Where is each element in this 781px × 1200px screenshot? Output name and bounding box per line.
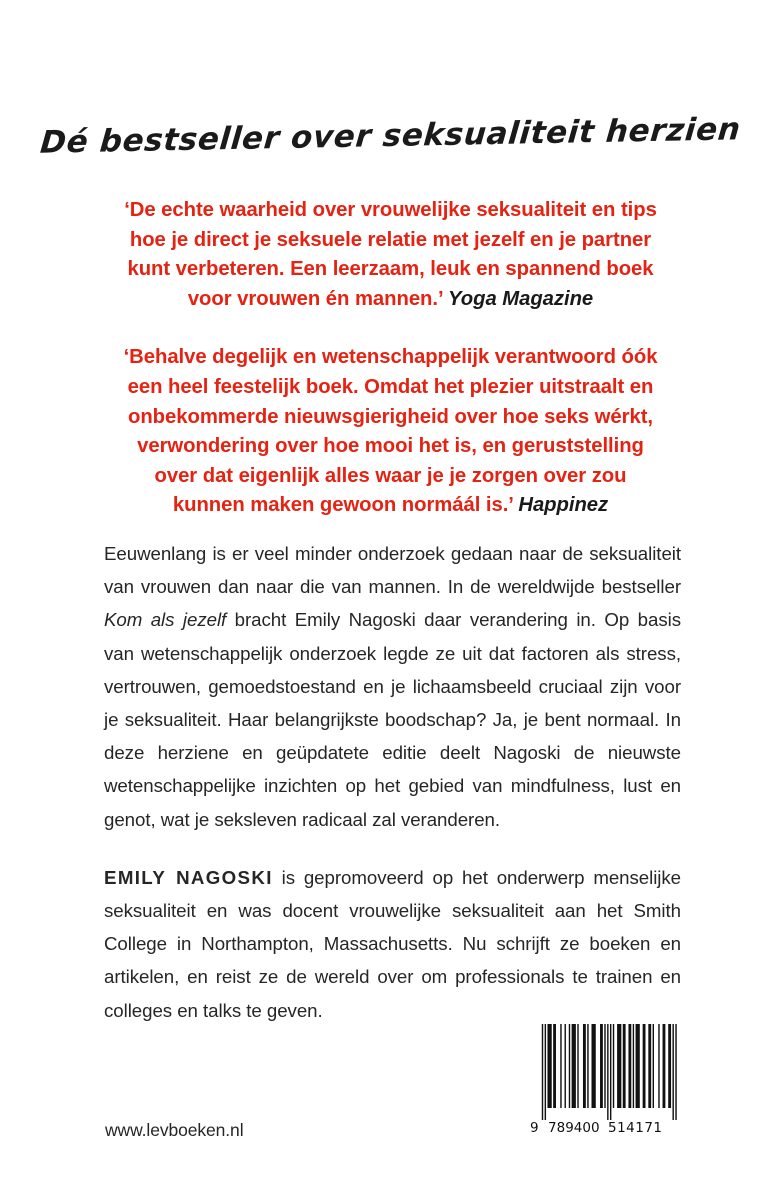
barcode-digit: 9: [565, 1120, 574, 1136]
author-name: EMILY NAGOSKI: [104, 866, 273, 888]
barcode-digit: 4: [626, 1120, 635, 1136]
publisher-website[interactable]: www.levboeken.nl: [105, 1120, 244, 1140]
barcode-left-group: [541, 1119, 603, 1137]
barcode-right-group: [603, 1119, 665, 1137]
isbn-barcode: [529, 1024, 681, 1137]
page-title: Dé bestseller over seksualiteit herzien: [38, 111, 743, 161]
review-quotes: [118, 196, 663, 521]
barcode-digit: 5: [608, 1120, 617, 1136]
barcode-digit: 1: [617, 1120, 626, 1136]
author-bio-text: is gepromoveerd op het onderwerp menselijke seksualiteit en was docent vrouwelijke seksualiteit aan het Smith College in Northampton, Massachusetts. Nu schrijft ze boeken en artikelen, en reist ze de wereld over om professionals te trainen en colleges en talks te geven.: [104, 866, 681, 1021]
barcode-digit: 7: [644, 1120, 653, 1136]
review-quote-source: Yoga Magazine: [448, 287, 594, 310]
barcode-digit: 4: [573, 1120, 583, 1136]
body-copy: [104, 537, 681, 1027]
barcode-digit: 1: [653, 1120, 662, 1136]
barcode-bars-icon: [529, 1024, 681, 1120]
barcode-digits: [529, 1119, 681, 1137]
referenced-book-title: Kom als jezelf: [104, 609, 227, 631]
barcode-digit: 1: [635, 1120, 644, 1136]
blurb-paragraph: [104, 537, 681, 836]
barcode-digit: 7: [548, 1120, 557, 1136]
blurb-text-part-2: bracht Emily Nagoski daar verandering in. Op basis van wetenschappelijk onderzoek legde ze uit dat factoren als stress, vertrouwen, gemoedstoestand en je lichaamsbeeld cruciaal zijn voor je seksualiteit. Haar belangrijkste boodschap? Ja, je bent normaal. In deze herziene en geüpdatete editie deelt Nagoski de nieuwste wetenschappelijke inzichten op het gebied van mindfulness, lust en genot, wat je seksleven radicaal zal veranderen.: [104, 609, 681, 830]
review-quote-source: Happinez: [518, 494, 609, 517]
author-bio-paragraph: [104, 861, 681, 1027]
barcode-lead-digit: 9: [530, 1120, 539, 1136]
blurb-text-part-1: Eeuwenlang is er veel minder onderzoek gedaan naar de seksualiteit van vrouwen dan naar die van mannen. In de wereldwijde bestseller: [104, 543, 681, 598]
review-quote-happinez: [118, 343, 663, 521]
review-quote-yoga-magazine: [118, 196, 663, 314]
barcode-digit: 0: [590, 1120, 600, 1136]
review-quote-text: ‘Behalve degelijk en wetenschappelijk verantwoord óók een heel feestelijk boek. Omdat het plezier uitstraalt en onbekommerde nieuwsgierigheid over hoe seks wérkt, verwondering over hoe mooi het is, en geruststelling over dat eigenlijk alles waar je je zorgen over zou kunnen maken gewoon normáál is.’: [123, 346, 658, 517]
barcode-digit: 0: [582, 1120, 591, 1136]
barcode-digit: 8: [556, 1120, 566, 1136]
review-quote-text: ‘De echte waarheid over vrouwelijke seksualiteit en tips hoe je direct je seksuele relatie met jezelf en je partner kunt verbeteren. Een leerzaam, leuk en spannend boek voor vrouwen én mannen.’: [124, 199, 657, 310]
